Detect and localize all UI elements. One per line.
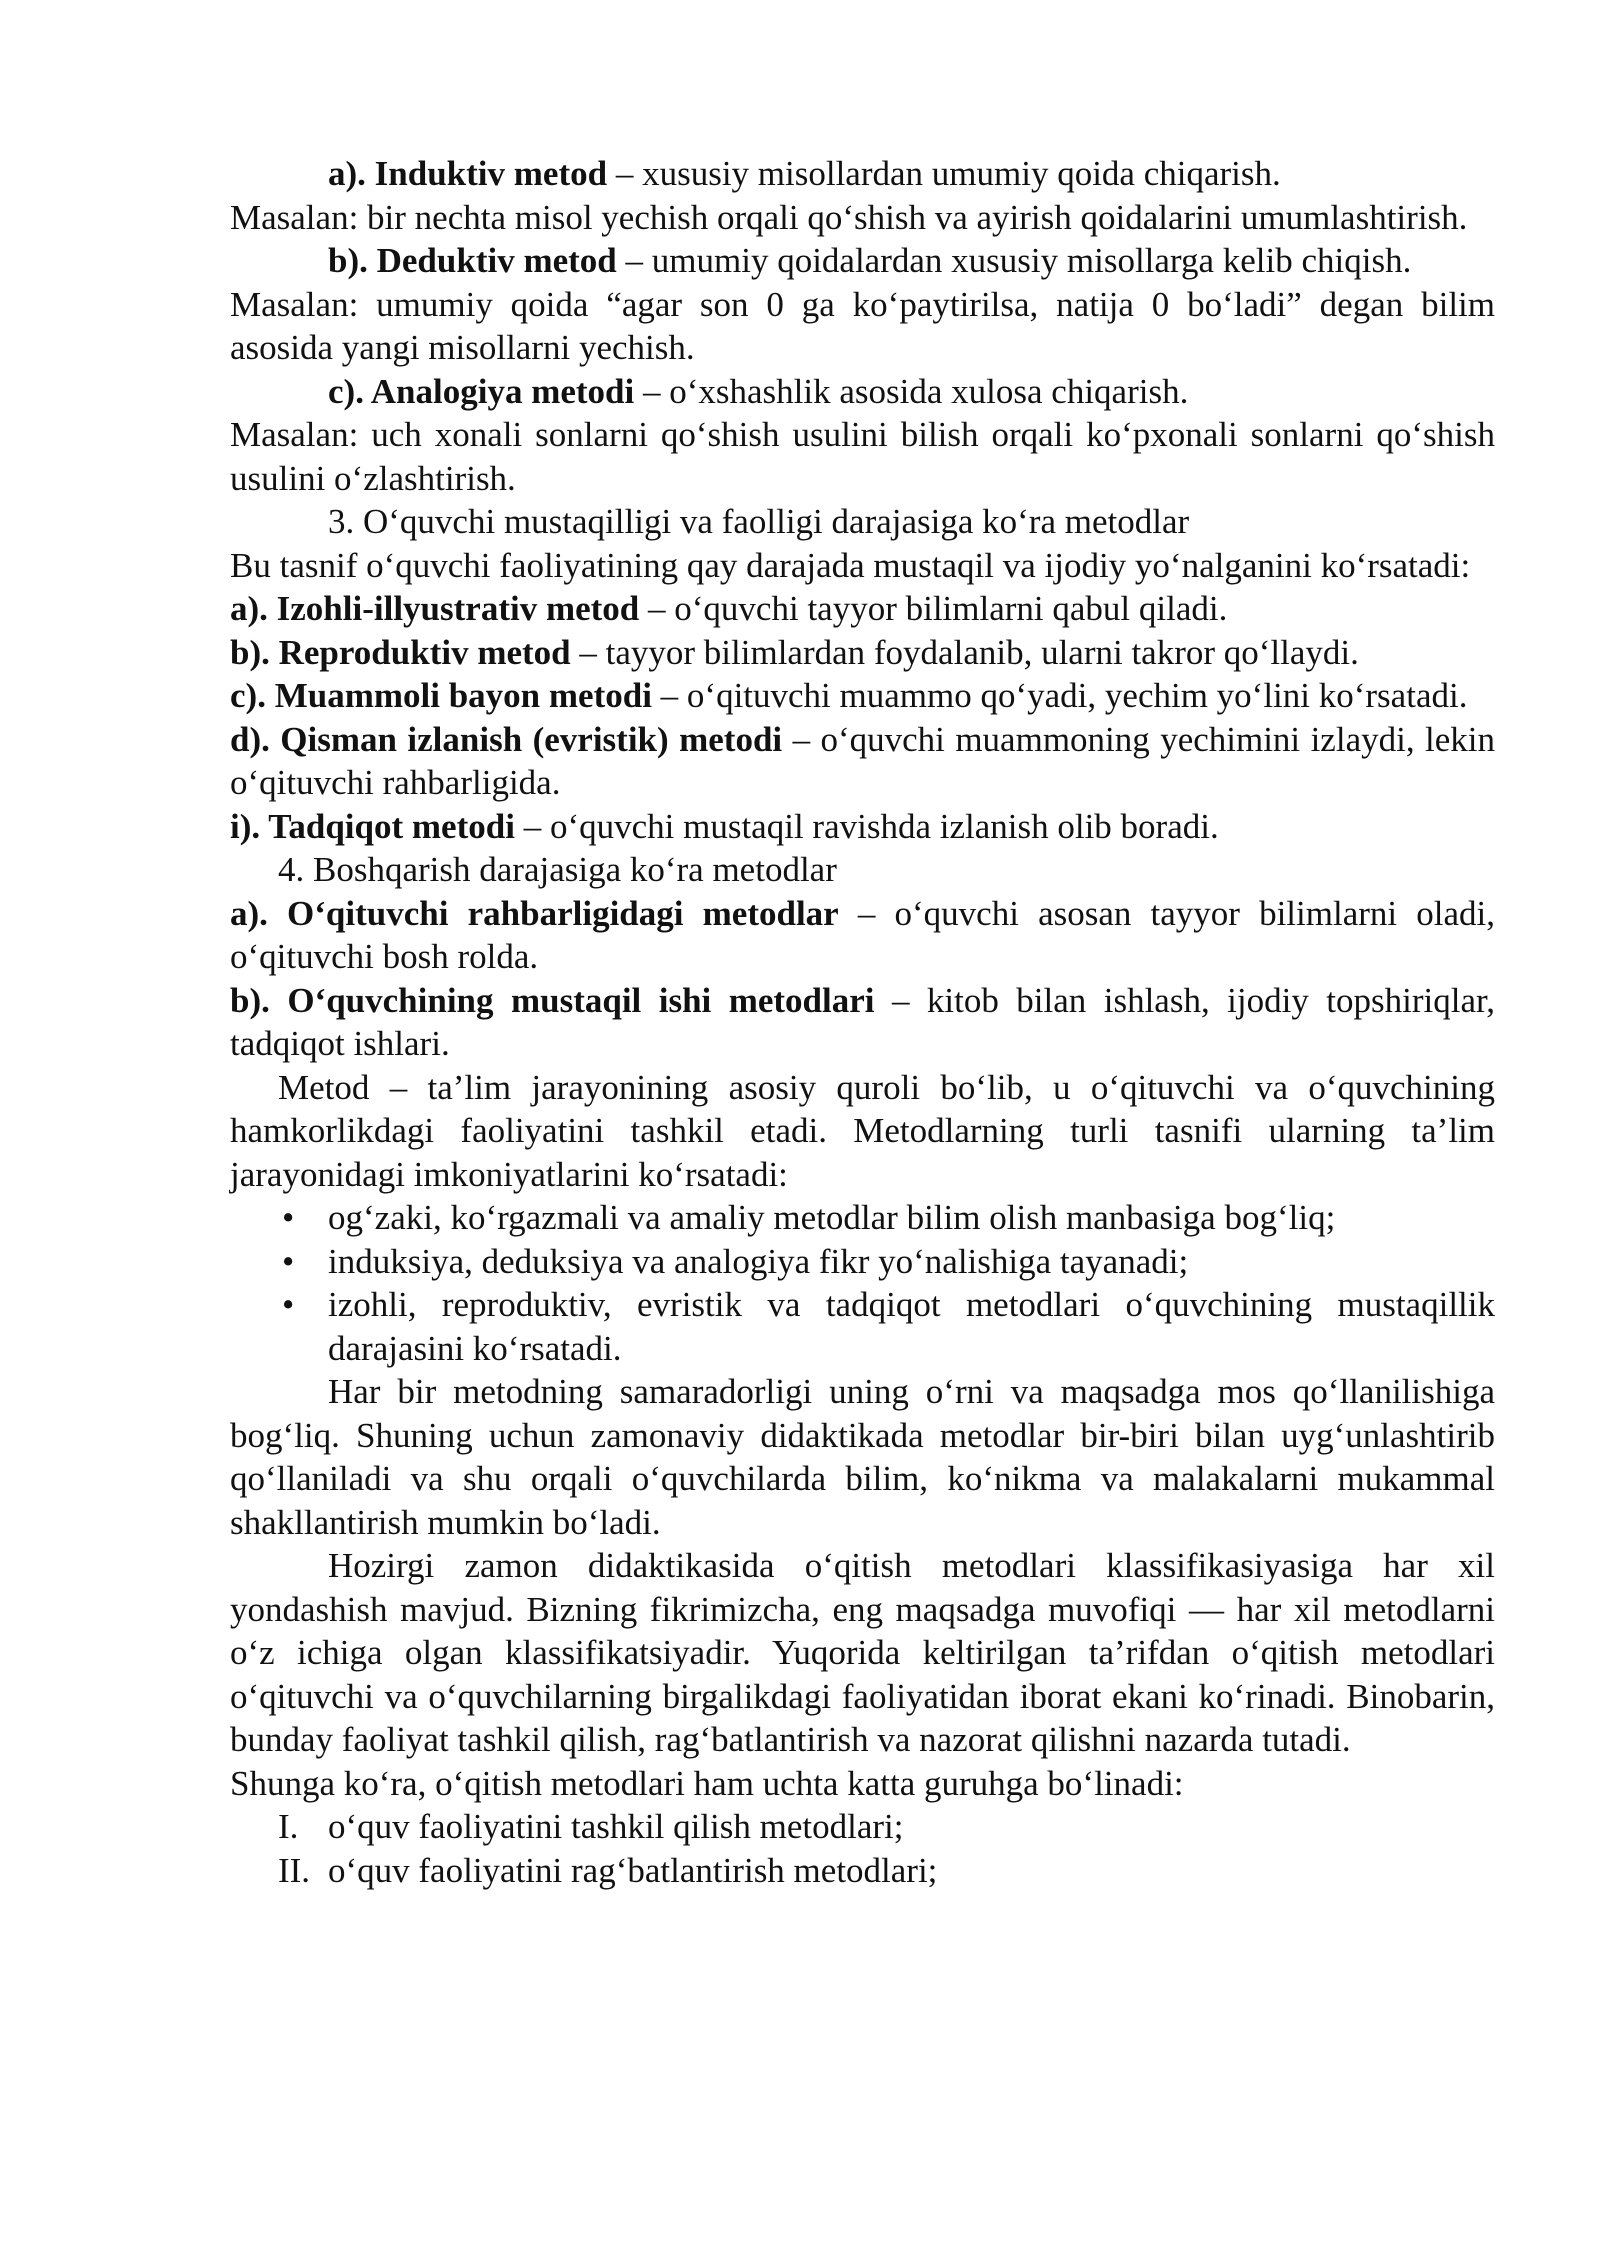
bullet-item — [230, 1240, 1495, 1284]
group-item — [230, 1805, 1495, 1849]
independence-item-label: b). Reproduktiv metod — [230, 632, 571, 672]
independence-item — [230, 674, 1495, 718]
bullet-icon: • — [282, 1285, 295, 1324]
bullet-icon: • — [282, 1241, 295, 1281]
management-item-label: b). O‘quvchining mustaqil ishi metodlari — [230, 980, 875, 1020]
independence-item — [230, 718, 1495, 805]
effectiveness-paragraph: Har bir metodning samaradorligi uning o‘rni va maqsadga mos qo‘llanilishiga bog‘liq. Shuning uchun zamonaviy didaktikada metodlar bir-biri bilan uyg‘unlashtirib qo‘llaniladi va shu orqali o‘quvchilarda bilim, ko‘nikma va malakalarni mukammal shakllantirish mumkin bo‘ladi. — [230, 1372, 1495, 1542]
independence-intro: Bu tasnif o‘quvchi faoliyatining qay darajada mustaqil va ijodiy yo‘nalganini ko‘rsatadi: — [230, 545, 1471, 585]
analogy-method-label: c). Analogiya metodi — [328, 371, 635, 411]
deductive-method-line — [230, 239, 1495, 283]
management-item-label: a). O‘qituvchi rahbarligidagi metodlar — [230, 893, 839, 933]
inductive-method-line — [230, 152, 1495, 196]
groups-list — [230, 1805, 1495, 1892]
independence-heading: 3. O‘quvchi mustaqilligi va faolligi darajasiga ko‘ra metodlar — [328, 502, 1190, 541]
bullet-text: izohli, reproduktiv, evristik va tadqiqot metodlari o‘quvchining mustaqillik darajasini ko‘rsatadi. — [328, 1285, 1495, 1368]
summary-paragraph: Metod – ta’lim jarayonining asosiy quroli bo‘lib, u o‘qituvchi va o‘quvchining hamkorlikdagi faoliyatini tashkil etadi. Metodlarning turli tasnifi ularning ta’lim jarayonidagi imkoniyatlarini ko‘rsatadi: — [230, 1067, 1495, 1194]
bullet-item — [230, 1283, 1495, 1370]
deductive-example: Masalan: umumiy qoida “agar son 0 ga ko‘paytirilsa, natija 0 bo‘ladi” degan bilim asosida yangi misollarni yechish. — [230, 284, 1495, 367]
independence-item-text: – o‘quvchi muammoning yechimini izlaydi, lekin o‘qituvchi rahbarligida. — [230, 719, 1495, 802]
management-item-text: – kitob bilan ishlash, ijodiy topshiriqlar, tadqiqot ishlari. — [230, 980, 1495, 1063]
inductive-method-text: – xususiy misollardan umumiy qoida chiqarish. — [607, 154, 1281, 193]
management-item — [230, 979, 1495, 1066]
inductive-example: Masalan: bir nechta misol yechish orqali qo‘shish va ayirish qoidalarini umumlashtirish. — [230, 197, 1468, 237]
independence-item-text: – o‘qituvchi muammo qo‘yadi, yechim yo‘lini ko‘rsatadi. — [651, 676, 1468, 715]
bullet-text: induksiya, deduksiya va analogiya fikr yo‘nalishiga tayanadi; — [328, 1241, 1189, 1281]
analogy-method-line — [230, 370, 1495, 414]
summary-bullet-list — [230, 1196, 1495, 1370]
deductive-method-text: – umumiy qoidalardan xususiy misollarga kelib chiqish. — [616, 241, 1412, 280]
bullet-text: og‘zaki, ko‘rgazmali va amaliy metodlar bilim olish manbasiga bog‘liq; — [328, 1198, 1336, 1237]
independence-item-label: d). Qisman izlanish (evristik) metodi — [230, 719, 783, 759]
modern-didactics-paragraph: Hozirgi zamon didaktikasida o‘qitish metodlari klassifikasiyasiga har xil yondashish mavjud. Bizning fikrimizcha, eng maqsadga muvofiqi — har xil metodlarni o‘z ichiga olgan klassifikatsiyadir. Yuqorida keltirilgan ta’rifdan o‘qitish metodlari o‘qituvchi va o‘quvchilarning birgalikdagi faoliyatidan iborat ekani ko‘rinadi. Binobarin, bunday faoliyat tashkil qilish, rag‘batlantirish va nazorat qilishni nazarda tutadi. — [230, 1546, 1495, 1759]
group-text: o‘quv faoliyatini tashkil qilish metodlari; — [328, 1807, 904, 1846]
management-item — [230, 892, 1495, 979]
inductive-method-label: a). Induktiv metod — [328, 154, 608, 193]
independence-item — [230, 805, 1495, 849]
group-number: I. — [278, 1807, 299, 1846]
independence-item-label: i). Tadqiqot metodi — [230, 806, 515, 846]
independence-item-text: – tayyor bilimlardan foydalanib, ularni takror qo‘llaydi. — [570, 632, 1359, 672]
groups-intro: Shunga ko‘ra, o‘qitish metodlari ham uchta katta guruhga bo‘linadi: — [230, 1763, 1184, 1803]
group-number: II. — [278, 1850, 311, 1890]
bullet-item — [230, 1196, 1495, 1240]
independence-item-label: a). Izohli-illyustrativ metod — [230, 589, 640, 628]
analogy-method-text: – o‘xshashlik asosida xulosa chiqarish. — [634, 371, 1189, 411]
group-item — [230, 1849, 1495, 1893]
deductive-method-label: b). Deduktiv metod — [328, 241, 617, 280]
independence-item-text: – o‘quvchi mustaqil ravishda izlanish olib boradi. — [514, 806, 1219, 846]
management-heading: 4. Boshqarish darajasiga ko‘ra metodlar — [278, 850, 837, 889]
analogy-example: Masalan: uch xonali sonlarni qo‘shish usulini bilish orqali ko‘pxonali sonlarni qo‘shish usulini o‘zlashtirish. — [230, 415, 1495, 498]
independence-item-text: – o‘quvchi tayyor bilimlarni qabul qiladi. — [639, 589, 1228, 628]
document-page — [230, 152, 1495, 1892]
independence-item-label: c). Muammoli bayon metodi — [230, 676, 652, 715]
group-text: o‘quv faoliyatini rag‘batlantirish metodlari; — [328, 1850, 938, 1890]
independence-item — [230, 631, 1495, 675]
management-item-text: – o‘quvchi asosan tayyor bilimlarni oladi, o‘qituvchi bosh rolda. — [230, 893, 1496, 976]
independence-item — [230, 587, 1495, 631]
bullet-icon: • — [282, 1198, 295, 1237]
